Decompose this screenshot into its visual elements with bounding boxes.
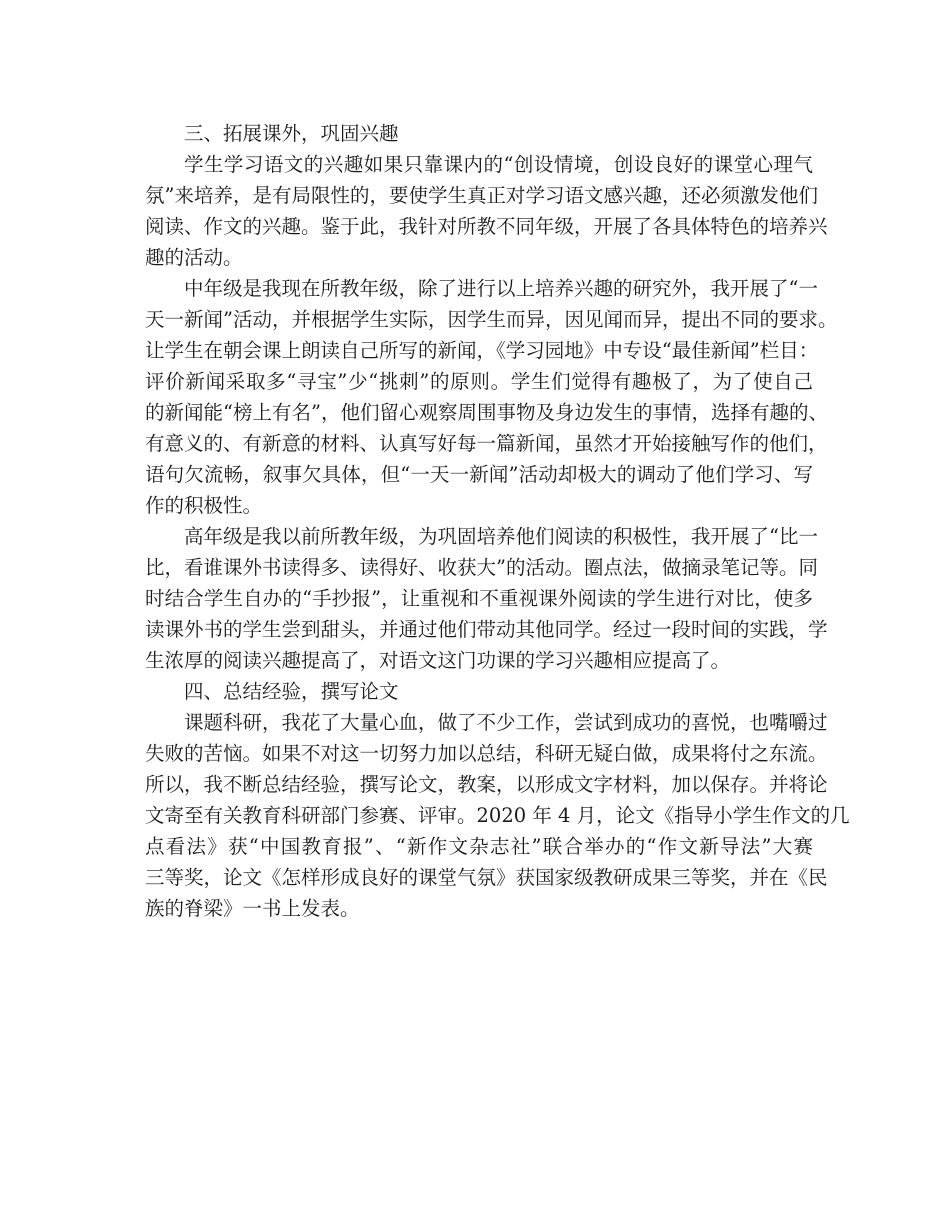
paragraph-line: 生浓厚的阅读兴趣提高了，对语文这门功课的学习兴趣相应提高了。 [145, 649, 731, 672]
paragraph-line: 所以，我不断总结经验，撰写论文，教案，以形成文字材料，加以保存。并将论 [145, 773, 828, 796]
paragraph-line: 中年级是我现在所教年级，除了进行以上培养兴趣的研究外，我开展了“一 [184, 277, 818, 300]
paragraph-line: 作的积极性。 [145, 494, 263, 517]
paragraph-line: 时结合学生自办的“手抄报”，让重视和不重视课外阅读的学生进行对比，使多 [145, 587, 813, 610]
section-heading-4: 四、总结经验，撰写论文 [184, 680, 399, 703]
paragraph-line: 氛”来培养，是有局限性的，要使学生真正对学习语文感兴趣，还必须激发他们 [145, 184, 818, 207]
paragraph-line: 阅读、作文的兴趣。鉴于此，我针对所教不同年级，开展了各具体特色的培养兴 [145, 215, 828, 238]
paragraph-line: 学生学习语文的兴趣如果只靠课内的“创设情境，创设良好的课堂心理气 [184, 153, 813, 176]
paragraph-line: 让学生在朝会课上朗读自己所写的新闻，《学习园地》中专设“最佳新闻”栏目： [145, 339, 819, 362]
paragraph-line: 三等奖，论文《怎样形成良好的课堂气氛》获国家级教研成果三等奖，并在《民 [145, 866, 828, 889]
paragraph-line: 读课外书的学生尝到甜头，并通过他们带动其他同学。经过一段时间的实践，学 [145, 618, 828, 641]
paragraph-line: 课题科研，我花了大量心血，做了不少工作，尝试到成功的喜悦，也嘴嚼过 [184, 711, 828, 734]
paragraph-line: 高年级是我以前所教年级，为巩固培养他们阅读的积极性，我开展了“比一 [184, 525, 818, 548]
paragraph-line: 趣的活动。 [145, 246, 243, 269]
paragraph-line: 天一新闻”活动，并根据学生实际，因学生而异，因见闻而异，提出不同的要求。 [145, 308, 838, 331]
paragraph-line: 评价新闻采取多“寻宝”少“挑刺”的原则。学生们觉得有趣极了，为了使自己 [145, 370, 813, 393]
paragraph-line: 的新闻能“榜上有名”，他们留心观察周围事物及身边发生的事情，选择有趣的、 [145, 401, 828, 424]
paragraph-line: 语句欠流畅，叙事欠具体，但“一天一新闻”活动却极大的调动了他们学习、写 [145, 463, 813, 486]
paragraph-line: 比，看谁课外书读得多、读得好、收获大”的活动。圈点法，做摘录笔记等。同 [145, 556, 818, 579]
paragraph-line: 点看法》获“中国教育报”、“新作文杂志社”联合举办的“作文新导法”大赛 [145, 835, 813, 858]
paragraph-line: 有意义的、有新意的材料、认真写好每一篇新闻，虽然才开始接触写作的他们， [145, 432, 828, 455]
document-body [145, 118, 850, 924]
paragraph-line: 文寄至有关教育科研部门参赛、评审。2020 年 4 月，论文《指导小学生作文的几 [145, 804, 850, 827]
paragraph-line: 族的脊梁》一书上发表。 [145, 897, 360, 920]
section-heading-3: 三、拓展课外，巩固兴趣 [184, 122, 399, 145]
paragraph-line: 失败的苦恼。如果不对这一切努力加以总结，科研无疑白做，成果将付之东流。 [145, 742, 828, 765]
